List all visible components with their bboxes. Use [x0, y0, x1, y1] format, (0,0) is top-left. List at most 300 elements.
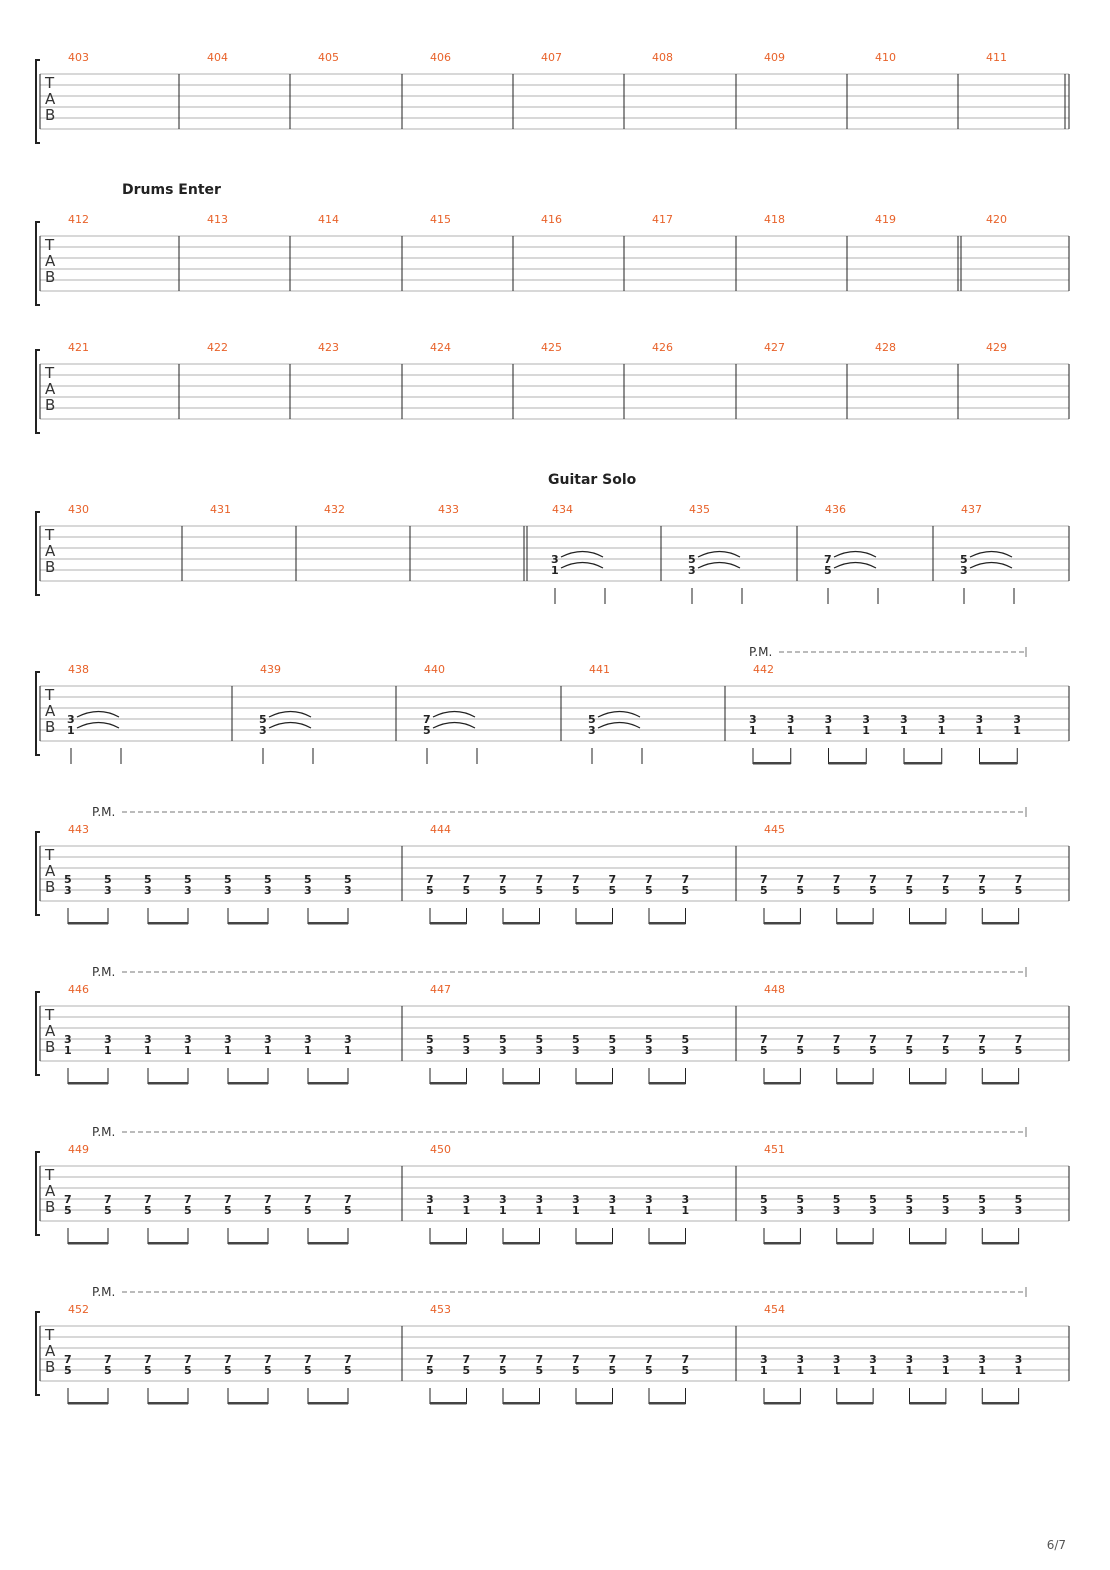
fret-number: 3 — [499, 1193, 507, 1206]
tab-clef-letter: T — [45, 1326, 55, 1344]
fret-number: 3 — [796, 1353, 805, 1366]
measure-number: 431 — [210, 503, 231, 516]
measure-number: 420 — [986, 213, 1007, 226]
beam — [68, 1082, 108, 1085]
fret-number: 7 — [645, 1353, 653, 1366]
tie-arc — [970, 552, 1012, 558]
staff-bracket — [36, 992, 40, 1075]
tie-arc — [561, 563, 603, 569]
fret-number: 5 — [535, 884, 544, 897]
fret-number: 3 — [832, 1353, 841, 1366]
fret-number: 3 — [104, 1033, 112, 1046]
fret-number: 5 — [824, 564, 832, 577]
measure-number: 447 — [430, 983, 451, 996]
beam — [576, 1242, 613, 1245]
fret-number: 3 — [572, 1193, 580, 1206]
fret-number: 3 — [608, 1044, 617, 1057]
fret-number: 5 — [264, 1204, 272, 1217]
fret-number: 5 — [608, 1364, 617, 1377]
measure-number: 452 — [68, 1303, 89, 1316]
measure-number: 446 — [68, 983, 89, 996]
fret-number: 1 — [681, 1204, 690, 1217]
tie-arc — [433, 712, 475, 718]
fret-number: 3 — [824, 713, 833, 726]
fret-number: 3 — [344, 1033, 352, 1046]
measure-number: 448 — [764, 983, 785, 996]
tab-clef-letter: T — [45, 236, 55, 254]
measure-number: 415 — [430, 213, 451, 226]
fret-number: 5 — [960, 553, 968, 566]
fret-number: 3 — [499, 1044, 507, 1057]
tab-clef-letter: B — [45, 106, 56, 124]
fret-number: 1 — [869, 1364, 877, 1377]
beam — [228, 1242, 268, 1245]
fret-number: 3 — [832, 1204, 841, 1217]
palm-mute-label: P.M. — [749, 645, 773, 659]
beam — [430, 1242, 467, 1245]
fret-number: 7 — [344, 1193, 352, 1206]
fret-number: 1 — [499, 1204, 507, 1217]
fret-number: 5 — [304, 1364, 312, 1377]
measure-number: 418 — [764, 213, 785, 226]
fret-number: 1 — [344, 1044, 352, 1057]
fret-number: 5 — [645, 1033, 653, 1046]
measure-number: 432 — [324, 503, 345, 516]
measure-number: 426 — [652, 341, 673, 354]
fret-number: 1 — [978, 1364, 986, 1377]
fret-number: 3 — [224, 884, 232, 897]
fret-number: 1 — [1013, 724, 1021, 737]
fret-number: 1 — [462, 1204, 471, 1217]
fret-number: 3 — [760, 1353, 768, 1366]
measure-number: 428 — [875, 341, 896, 354]
fret-number: 3 — [1014, 1204, 1023, 1217]
tie-arc — [269, 723, 311, 729]
fret-number: 3 — [264, 1033, 272, 1046]
fret-number: 5 — [264, 873, 272, 886]
staff-system — [36, 472, 1069, 604]
beam — [982, 1402, 1018, 1405]
fret-number: 3 — [905, 1204, 914, 1217]
measure-number: 425 — [541, 341, 562, 354]
beam — [649, 1242, 686, 1245]
fret-number: 7 — [1014, 873, 1023, 886]
palm-mute-label: P.M. — [92, 1285, 116, 1299]
measure-number: 443 — [68, 823, 89, 836]
fret-number: 3 — [259, 724, 267, 737]
fret-number: 5 — [1014, 884, 1023, 897]
fret-number: 7 — [796, 873, 805, 886]
tab-clef-letter: B — [45, 878, 56, 896]
fret-number: 3 — [869, 1353, 877, 1366]
section-title: Drums Enter — [122, 182, 221, 198]
fret-number: 1 — [749, 724, 757, 737]
measure-number: 427 — [764, 341, 785, 354]
fret-number: 7 — [760, 873, 768, 886]
fret-number: 3 — [144, 884, 152, 897]
fret-number: 5 — [304, 873, 312, 886]
fret-number: 7 — [64, 1353, 72, 1366]
beam — [764, 1082, 800, 1085]
beam — [576, 1402, 613, 1405]
fret-number: 7 — [64, 1193, 72, 1206]
fret-number: 3 — [1013, 713, 1021, 726]
fret-number: 5 — [645, 884, 653, 897]
staff-system — [36, 645, 1069, 765]
fret-number: 1 — [426, 1204, 434, 1217]
fret-number: 7 — [535, 873, 544, 886]
fret-number: 3 — [941, 1204, 950, 1217]
beam — [910, 1242, 946, 1245]
measure-number: 408 — [652, 51, 673, 64]
beam — [837, 1402, 873, 1405]
fret-number: 5 — [941, 1044, 950, 1057]
fret-number: 1 — [905, 1364, 914, 1377]
fret-number: 3 — [184, 884, 192, 897]
beam — [829, 762, 867, 765]
fret-number: 5 — [688, 553, 696, 566]
fret-number: 1 — [824, 724, 833, 737]
beam — [649, 1082, 686, 1085]
staff-bracket — [36, 512, 40, 595]
beam — [503, 1242, 540, 1245]
beam — [904, 762, 942, 765]
beam — [228, 922, 268, 925]
fret-number: 3 — [344, 884, 352, 897]
fret-number: 5 — [645, 1364, 653, 1377]
tab-clef-letter: A — [45, 862, 56, 880]
measure-number: 413 — [207, 213, 228, 226]
beam — [649, 922, 686, 925]
palm-mute-label: P.M. — [92, 965, 116, 979]
fret-number: 5 — [978, 884, 986, 897]
fret-number: 5 — [104, 1364, 112, 1377]
fret-number: 3 — [104, 884, 112, 897]
tab-clef-letter: A — [45, 542, 56, 560]
beam — [148, 1242, 188, 1245]
fret-number: 3 — [426, 1044, 434, 1057]
fret-number: 7 — [869, 1033, 877, 1046]
fret-number: 7 — [978, 873, 986, 886]
beam — [68, 922, 108, 925]
fret-number: 5 — [224, 1204, 232, 1217]
measure-number: 423 — [318, 341, 339, 354]
fret-number: 1 — [862, 724, 870, 737]
fret-number: 1 — [535, 1204, 544, 1217]
fret-number: 1 — [786, 724, 795, 737]
staff-system — [36, 965, 1069, 1085]
fret-number: 5 — [681, 1033, 690, 1046]
fret-number: 1 — [551, 564, 559, 577]
fret-number: 5 — [796, 1044, 805, 1057]
measure-number: 424 — [430, 341, 451, 354]
fret-number: 1 — [645, 1204, 653, 1217]
staff-system — [36, 182, 1069, 305]
fret-number: 3 — [304, 1033, 312, 1046]
tab-clef-letter: T — [45, 1166, 55, 1184]
fret-number: 7 — [499, 1353, 507, 1366]
tab-clef-letter: A — [45, 1342, 56, 1360]
measure-number: 451 — [764, 1143, 785, 1156]
beam — [980, 762, 1018, 765]
fret-number: 7 — [104, 1193, 112, 1206]
fret-number: 7 — [869, 873, 877, 886]
beam — [982, 1082, 1018, 1085]
fret-number: 3 — [264, 884, 272, 897]
fret-number: 1 — [796, 1364, 805, 1377]
fret-number: 5 — [905, 884, 914, 897]
fret-number: 1 — [1014, 1364, 1023, 1377]
fret-number: 1 — [941, 1364, 950, 1377]
tab-clef-letter: A — [45, 702, 56, 720]
fret-number: 3 — [749, 713, 757, 726]
fret-number: 3 — [535, 1193, 544, 1206]
tie-arc — [698, 563, 740, 569]
staff-bracket — [36, 1312, 40, 1395]
fret-number: 5 — [681, 884, 690, 897]
fret-number: 5 — [572, 884, 580, 897]
fret-number: 5 — [1014, 1193, 1023, 1206]
tab-clef-letter: B — [45, 1198, 56, 1216]
fret-number: 7 — [184, 1353, 192, 1366]
fret-number: 3 — [960, 564, 968, 577]
staff-system — [36, 1285, 1069, 1405]
beam — [503, 1402, 540, 1405]
fret-number: 5 — [832, 1193, 841, 1206]
fret-number: 3 — [941, 1353, 950, 1366]
fret-number: 5 — [462, 1364, 471, 1377]
fret-number: 5 — [796, 1193, 805, 1206]
tab-clef-letter: B — [45, 268, 56, 286]
fret-number: 3 — [304, 884, 312, 897]
tie-arc — [834, 552, 876, 558]
fret-number: 3 — [645, 1193, 653, 1206]
beam — [430, 1402, 467, 1405]
fret-number: 1 — [608, 1204, 617, 1217]
fret-number: 7 — [462, 1353, 471, 1366]
measure-number: 416 — [541, 213, 562, 226]
fret-number: 5 — [224, 1364, 232, 1377]
fret-number: 5 — [941, 884, 950, 897]
tie-arc — [698, 552, 740, 558]
fret-number: 1 — [304, 1044, 312, 1057]
fret-number: 5 — [64, 1204, 72, 1217]
measure-number: 404 — [207, 51, 228, 64]
measure-number: 414 — [318, 213, 339, 226]
beam — [228, 1402, 268, 1405]
measure-number: 409 — [764, 51, 785, 64]
beam — [764, 922, 800, 925]
fret-number: 1 — [760, 1364, 768, 1377]
measure-number: 422 — [207, 341, 228, 354]
staff-system — [36, 341, 1069, 433]
fret-number: 5 — [978, 1193, 986, 1206]
fret-number: 7 — [184, 1193, 192, 1206]
fret-number: 5 — [344, 1364, 352, 1377]
fret-number: 3 — [144, 1033, 152, 1046]
measure-number: 421 — [68, 341, 89, 354]
fret-number: 1 — [264, 1044, 272, 1057]
fret-number: 7 — [645, 873, 653, 886]
fret-number: 5 — [426, 1033, 434, 1046]
measure-number: 419 — [875, 213, 896, 226]
fret-number: 5 — [264, 1364, 272, 1377]
fret-number: 3 — [462, 1193, 471, 1206]
fret-number: 5 — [184, 873, 192, 886]
tie-arc — [598, 712, 640, 718]
fret-number: 7 — [608, 873, 617, 886]
measure-number: 444 — [430, 823, 451, 836]
beam — [148, 1402, 188, 1405]
fret-number: 5 — [760, 1044, 768, 1057]
fret-number: 5 — [499, 1364, 507, 1377]
fret-number: 3 — [645, 1044, 653, 1057]
fret-number: 1 — [144, 1044, 152, 1057]
fret-number: 3 — [184, 1033, 192, 1046]
measure-number: 450 — [430, 1143, 451, 1156]
fret-number: 1 — [67, 724, 75, 737]
measure-number: 435 — [689, 503, 710, 516]
fret-number: 7 — [426, 873, 434, 886]
beam — [837, 1082, 873, 1085]
tab-clef-letter: T — [45, 364, 55, 382]
beam — [764, 1242, 800, 1245]
measure-number: 429 — [986, 341, 1007, 354]
measure-number: 454 — [764, 1303, 785, 1316]
fret-number: 3 — [869, 1204, 877, 1217]
fret-number: 5 — [304, 1204, 312, 1217]
fret-number: 7 — [572, 1353, 580, 1366]
fret-number: 5 — [184, 1204, 192, 1217]
fret-number: 7 — [499, 873, 507, 886]
fret-number: 5 — [184, 1364, 192, 1377]
measure-number: 436 — [825, 503, 846, 516]
fret-number: 3 — [681, 1193, 690, 1206]
fret-number: 5 — [224, 873, 232, 886]
beam — [576, 922, 613, 925]
fret-number: 5 — [462, 1033, 471, 1046]
measure-number: 434 — [552, 503, 573, 516]
fret-number: 3 — [462, 1044, 471, 1057]
beam — [649, 1402, 686, 1405]
beam — [837, 1242, 873, 1245]
fret-number: 7 — [681, 873, 690, 886]
fret-number: 5 — [1014, 1044, 1023, 1057]
fret-number: 3 — [978, 1204, 986, 1217]
fret-number: 3 — [67, 713, 75, 726]
fret-number: 5 — [760, 1193, 768, 1206]
tie-arc — [77, 712, 119, 718]
beam — [503, 1082, 540, 1085]
measure-number: 403 — [68, 51, 89, 64]
measure-number: 405 — [318, 51, 339, 64]
fret-number: 3 — [426, 1193, 434, 1206]
fret-number: 3 — [905, 1353, 914, 1366]
fret-number: 3 — [688, 564, 696, 577]
beam — [308, 1402, 348, 1405]
palm-mute-label: P.M. — [92, 1125, 116, 1139]
beam — [764, 1402, 800, 1405]
beam — [982, 1242, 1018, 1245]
fret-number: 5 — [832, 884, 841, 897]
fret-number: 3 — [681, 1044, 690, 1057]
fret-number: 5 — [104, 1204, 112, 1217]
measure-number: 442 — [753, 663, 774, 676]
tab-clef-letter: B — [45, 396, 56, 414]
fret-number: 3 — [572, 1044, 580, 1057]
fret-number: 7 — [104, 1353, 112, 1366]
fret-number: 7 — [832, 1033, 841, 1046]
tab-clef-letter: T — [45, 1006, 55, 1024]
measure-number: 433 — [438, 503, 459, 516]
fret-number: 5 — [608, 884, 617, 897]
palm-mute-label: P.M. — [92, 805, 116, 819]
fret-number: 7 — [796, 1033, 805, 1046]
measure-number: 440 — [424, 663, 445, 676]
beam — [148, 1082, 188, 1085]
fret-number: 5 — [588, 713, 596, 726]
fret-number: 7 — [1014, 1033, 1023, 1046]
fret-number: 5 — [760, 884, 768, 897]
fret-number: 1 — [104, 1044, 112, 1057]
fret-number: 1 — [572, 1204, 580, 1217]
fret-number: 3 — [796, 1204, 805, 1217]
fret-number: 7 — [941, 1033, 950, 1046]
fret-number: 1 — [832, 1364, 841, 1377]
fret-number: 7 — [426, 1353, 434, 1366]
fret-number: 7 — [304, 1193, 312, 1206]
fret-number: 3 — [978, 1353, 986, 1366]
fret-number: 5 — [462, 884, 471, 897]
beam — [837, 922, 873, 925]
tab-clef-letter: B — [45, 1358, 56, 1376]
tie-arc — [433, 723, 475, 729]
beam — [148, 922, 188, 925]
fret-number: 5 — [423, 724, 431, 737]
tab-clef-letter: T — [45, 686, 55, 704]
beam — [430, 1082, 467, 1085]
beam — [982, 922, 1018, 925]
staff-bracket — [36, 350, 40, 433]
staff-system — [36, 1125, 1069, 1245]
fret-number: 3 — [224, 1033, 232, 1046]
fret-number: 7 — [264, 1193, 272, 1206]
fret-number: 7 — [144, 1193, 152, 1206]
fret-number: 5 — [426, 1364, 434, 1377]
tie-arc — [77, 723, 119, 729]
tie-arc — [561, 552, 603, 558]
fret-number: 5 — [905, 1193, 914, 1206]
fret-number: 5 — [869, 884, 877, 897]
section-title: Guitar Solo — [548, 472, 637, 488]
beam — [503, 922, 540, 925]
fret-number: 7 — [978, 1033, 986, 1046]
tie-arc — [834, 563, 876, 569]
fret-number: 1 — [937, 724, 946, 737]
fret-number: 3 — [900, 713, 908, 726]
fret-number: 7 — [832, 873, 841, 886]
tab-clef-letter: B — [45, 558, 56, 576]
fret-number: 7 — [681, 1353, 690, 1366]
fret-number: 5 — [978, 1044, 986, 1057]
fret-number: 5 — [499, 1033, 507, 1046]
beam — [910, 1402, 946, 1405]
fret-number: 5 — [535, 1364, 544, 1377]
staff-bracket — [36, 1152, 40, 1235]
measure-number: 438 — [68, 663, 89, 676]
tab-clef-letter: T — [45, 846, 55, 864]
tie-arc — [269, 712, 311, 718]
